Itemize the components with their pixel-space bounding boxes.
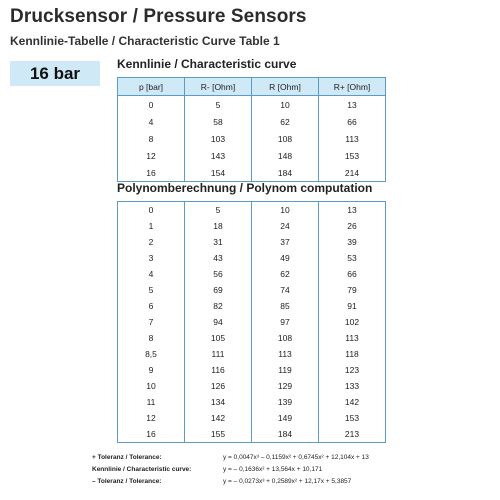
table-cell: 0 (118, 96, 185, 114)
table-row (118, 250, 386, 266)
table-cell: 113 (319, 330, 386, 346)
formula-row-minus-tolerance (92, 475, 369, 487)
table-cell: 108 (252, 130, 319, 147)
table-cell: 62 (252, 266, 319, 282)
formula-label: + Toleranz / Tolerance: (92, 453, 162, 461)
table-row (118, 330, 386, 346)
table-cell: 31 (185, 234, 252, 250)
table-cell: 213 (319, 426, 386, 443)
table-cell: 97 (252, 314, 319, 330)
table-row (118, 266, 386, 282)
table-cell: 16 (118, 164, 185, 182)
table-cell: 69 (185, 282, 252, 298)
table-row (118, 130, 386, 147)
column-header-r: R [Ohm] (252, 78, 319, 96)
table-row (118, 394, 386, 410)
table-cell: 113 (252, 346, 319, 362)
table-row (118, 426, 386, 443)
table-cell: 118 (319, 346, 386, 362)
table-row (118, 113, 386, 130)
table-cell: 126 (185, 378, 252, 394)
table-cell: 155 (185, 426, 252, 443)
column-header-r-plus: R+ [Ohm] (319, 78, 386, 96)
table-cell: 79 (319, 282, 386, 298)
table-cell: 13 (319, 202, 386, 219)
table-row (118, 164, 386, 182)
table-cell: 56 (185, 266, 252, 282)
table-cell: 154 (185, 164, 252, 182)
table-cell: 139 (252, 394, 319, 410)
table-cell: 8,5 (118, 346, 185, 362)
table-cell: 66 (319, 113, 386, 130)
table-cell: 43 (185, 250, 252, 266)
table-cell: 108 (252, 330, 319, 346)
formula-equation: y = – 0,0273x³ + 0,2589x² + 12,17x + 5,3857 (223, 477, 352, 485)
table-cell: 142 (319, 394, 386, 410)
table-cell: 214 (319, 164, 386, 182)
table-cell: 66 (319, 266, 386, 282)
table-cell: 2 (118, 234, 185, 250)
table-cell: 113 (319, 130, 386, 147)
table-cell: 11 (118, 394, 185, 410)
formula-list (92, 451, 369, 487)
table-row (118, 378, 386, 394)
table-row (118, 362, 386, 378)
table-cell: 129 (252, 378, 319, 394)
table-cell: 8 (118, 130, 185, 147)
table-row (118, 282, 386, 298)
table-cell: 18 (185, 218, 252, 234)
table-row (118, 218, 386, 234)
table-cell: 143 (185, 147, 252, 164)
table-cell: 142 (185, 410, 252, 426)
table-cell: 94 (185, 314, 252, 330)
table-cell: 16 (118, 426, 185, 443)
polynom-computation-title: Polynomberechnung / Polynom computation (117, 181, 373, 195)
table-cell: 58 (185, 113, 252, 130)
formula-equation: y = – 0,1636x² + 13,564x + 10,171 (223, 465, 323, 473)
table-cell: 10 (252, 96, 319, 114)
table-row (118, 298, 386, 314)
formula-equation: y = 0,0047x³ – 0,1159x² + 0,6745x² + 12,104x + 13 (223, 453, 369, 461)
table-header-row (118, 78, 386, 96)
table-cell: 4 (118, 266, 185, 282)
table-cell: 105 (185, 330, 252, 346)
characteristic-curve-title: Kennlinie / Characteristic curve (117, 57, 297, 71)
table-cell: 26 (319, 218, 386, 234)
table-cell: 153 (319, 147, 386, 164)
table-cell: 6 (118, 298, 185, 314)
table-row (118, 410, 386, 426)
table-cell: 184 (252, 426, 319, 443)
table-cell: 116 (185, 362, 252, 378)
column-header-r-minus: R- [Ohm] (185, 78, 252, 96)
table-cell: 85 (252, 298, 319, 314)
table-cell: 134 (185, 394, 252, 410)
column-header-pressure: p [bar] (118, 78, 185, 96)
polynom-computation-table (117, 201, 386, 443)
pressure-range-badge: 16 bar (10, 61, 100, 86)
table-cell: 13 (319, 96, 386, 114)
table-cell: 103 (185, 130, 252, 147)
table-row (118, 346, 386, 362)
table-cell: 74 (252, 282, 319, 298)
table-cell: 119 (252, 362, 319, 378)
table-cell: 82 (185, 298, 252, 314)
table-cell: 39 (319, 234, 386, 250)
page-title: Drucksensor / Pressure Sensors (10, 6, 307, 27)
page-subtitle: Kennlinie-Tabelle / Characteristic Curve Table 1 (10, 34, 280, 48)
table-cell: 91 (319, 298, 386, 314)
table-row (118, 234, 386, 250)
table-cell: 49 (252, 250, 319, 266)
characteristic-curve-table (117, 77, 386, 182)
table-row (118, 202, 386, 219)
table-row (118, 314, 386, 330)
table-cell: 7 (118, 314, 185, 330)
table-cell: 5 (185, 202, 252, 219)
table-cell: 62 (252, 113, 319, 130)
table-cell: 12 (118, 410, 185, 426)
table-cell: 102 (319, 314, 386, 330)
table-cell: 24 (252, 218, 319, 234)
table-cell: 37 (252, 234, 319, 250)
table-cell: 8 (118, 330, 185, 346)
table-cell: 12 (118, 147, 185, 164)
table-row (118, 96, 386, 114)
table-cell: 153 (319, 410, 386, 426)
table-cell: 53 (319, 250, 386, 266)
table-cell: 184 (252, 164, 319, 182)
table-row (118, 147, 386, 164)
table-cell: 111 (185, 346, 252, 362)
table-cell: 123 (319, 362, 386, 378)
formula-row-plus-tolerance (92, 451, 369, 463)
table-cell: 10 (118, 378, 185, 394)
table-cell: 3 (118, 250, 185, 266)
formula-label: – Toleranz / Tolerance: (92, 477, 162, 485)
table-cell: 10 (252, 202, 319, 219)
table-cell: 149 (252, 410, 319, 426)
table-cell: 1 (118, 218, 185, 234)
table-cell: 148 (252, 147, 319, 164)
table-cell: 5 (185, 96, 252, 114)
formula-row-characteristic-curve (92, 463, 369, 475)
table-cell: 5 (118, 282, 185, 298)
table-cell: 4 (118, 113, 185, 130)
table-cell: 133 (319, 378, 386, 394)
table-cell: 0 (118, 202, 185, 219)
formula-label: Kennlinie / Characteristic curve: (92, 465, 192, 473)
table-cell: 9 (118, 362, 185, 378)
